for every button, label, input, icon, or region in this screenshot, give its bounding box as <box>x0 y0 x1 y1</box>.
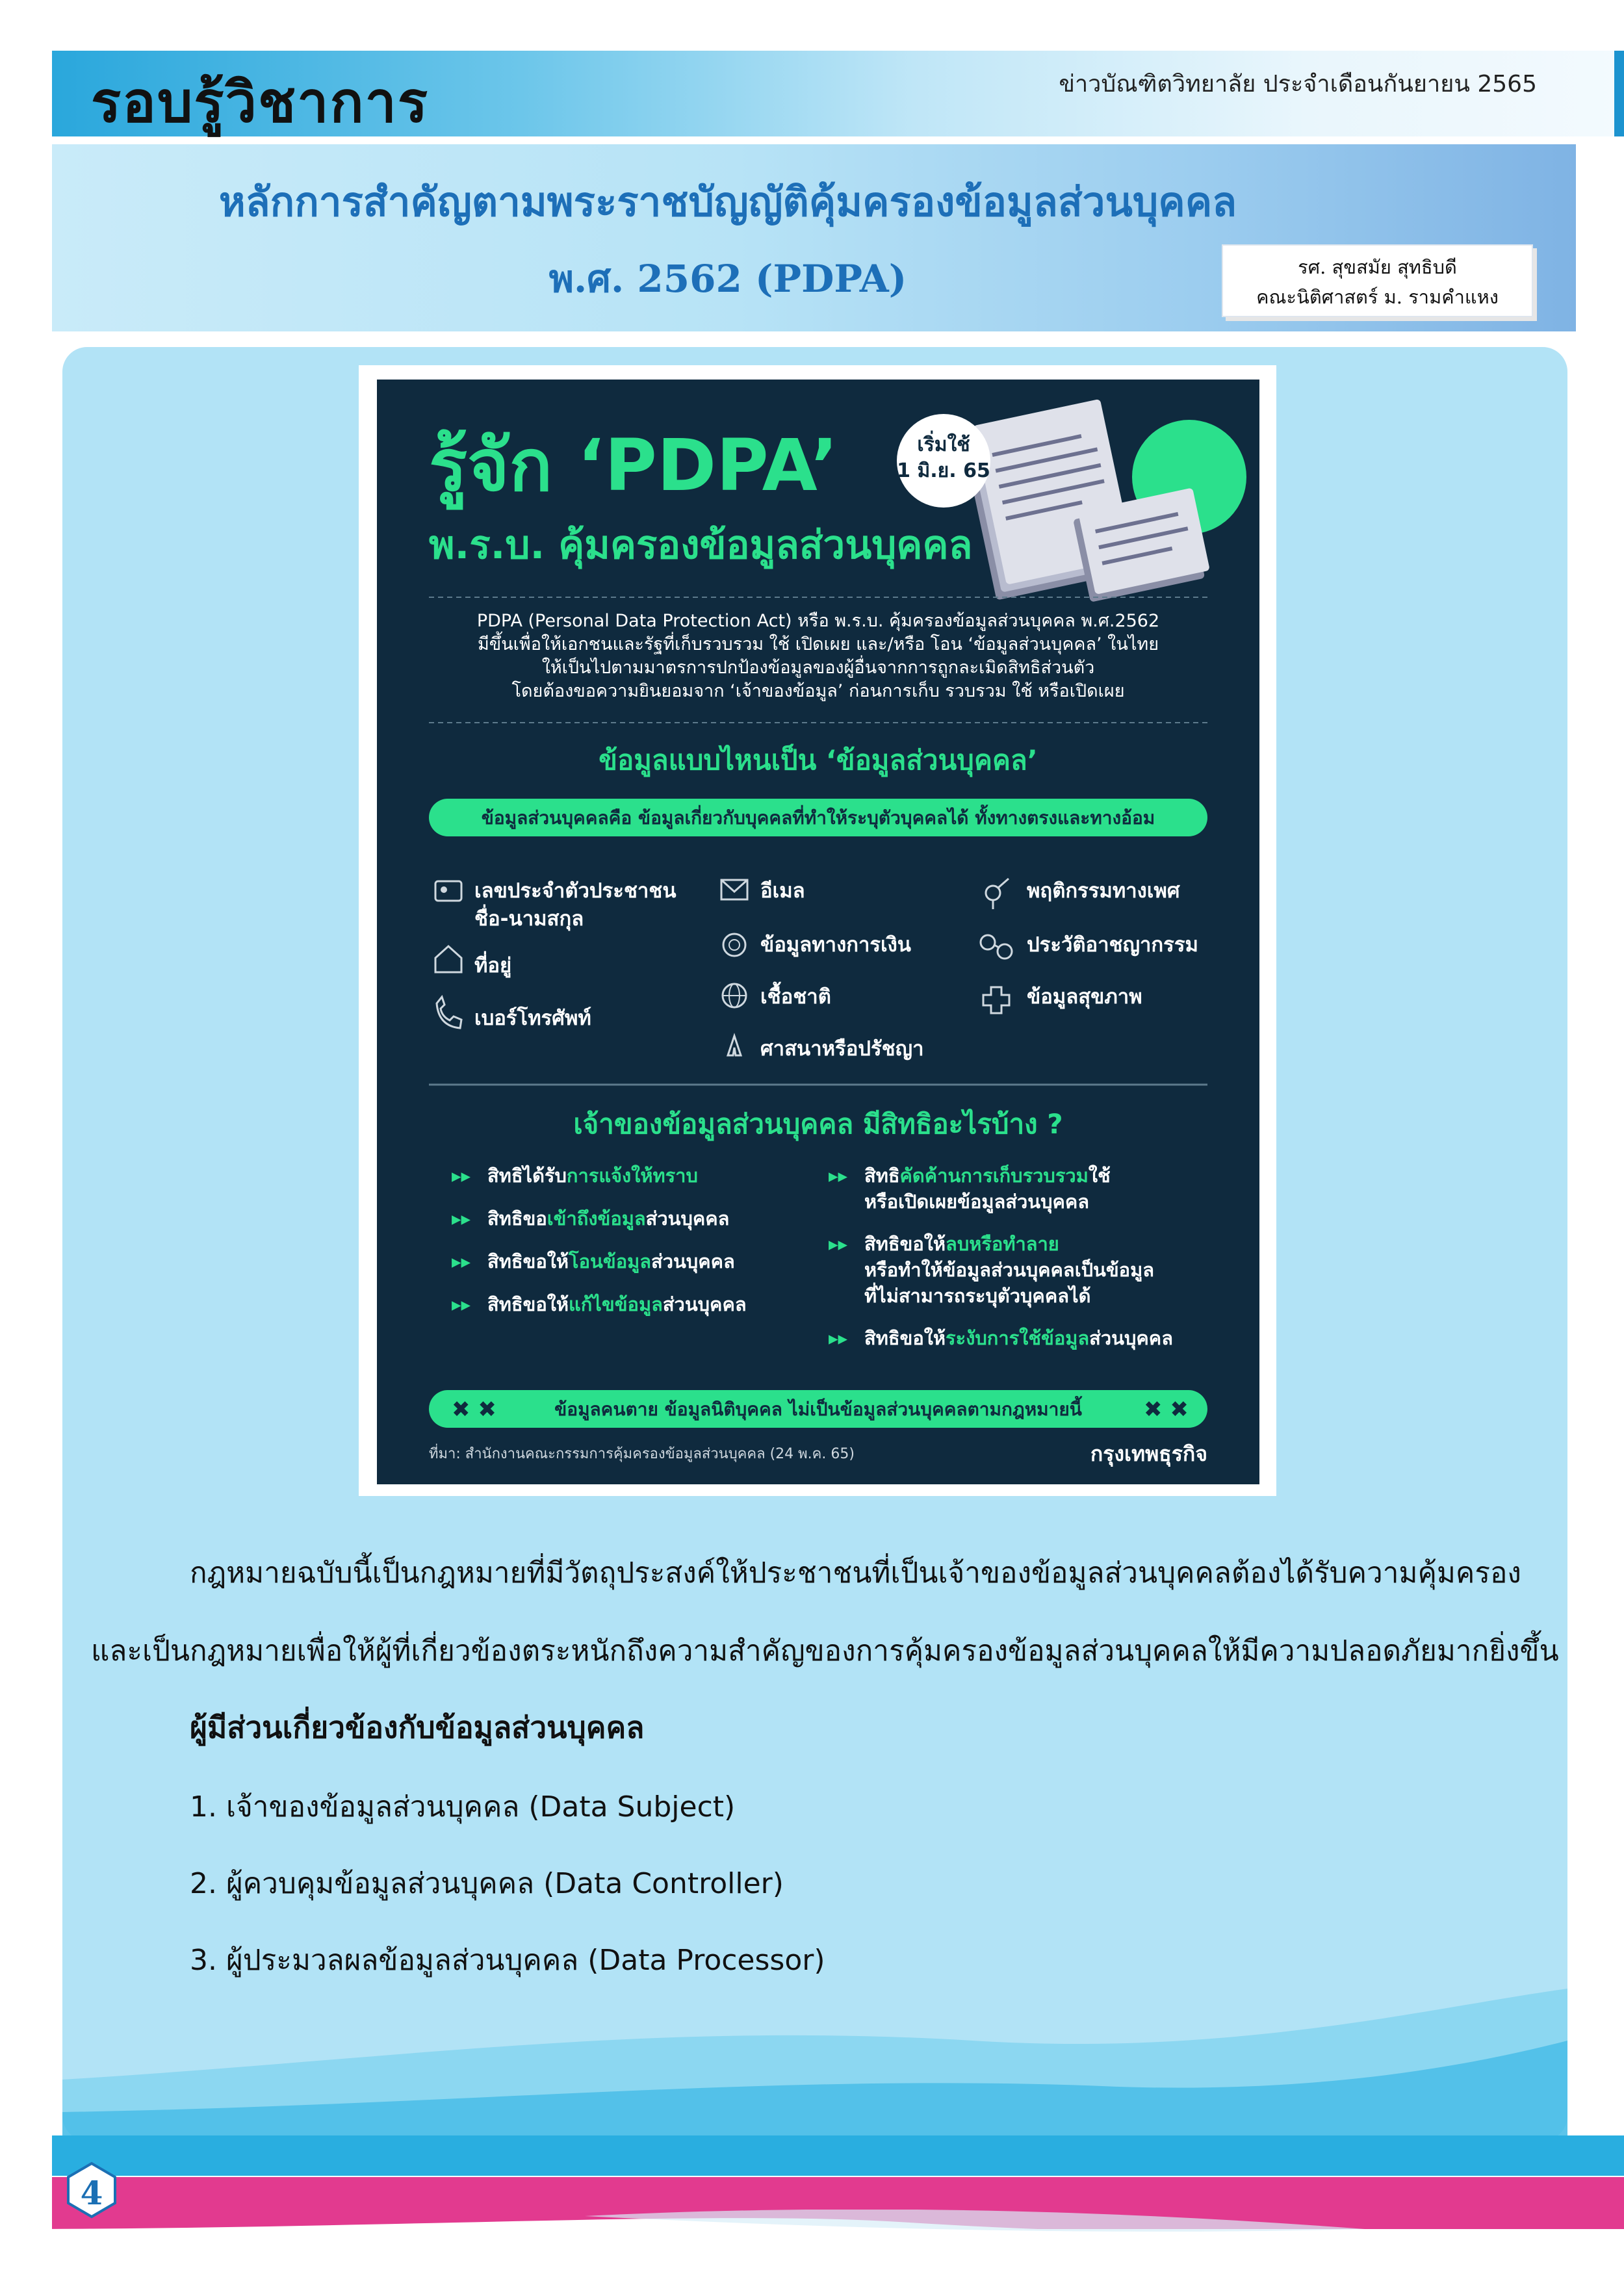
start-badge-label: เริ่มใช้ <box>917 433 970 456</box>
right-erasure: สิทธิขอให้ลบหรือทำลาย <box>864 1233 1059 1255</box>
infographic-subheadline: พ.ร.บ. คุ้มครองข้อมูลส่วนบุคคล <box>429 522 973 568</box>
stakeholder-item: 1. เจ้าของข้อมูลส่วนบุคคล (Data Subject) <box>190 1790 736 1824</box>
header-accent-bar <box>1614 51 1624 136</box>
footer-band <box>52 2135 1624 2176</box>
page-number: 4 <box>80 2174 103 2212</box>
bullet-icon: ▸▸ <box>452 1207 471 1230</box>
data-type-address: ที่อยู่ <box>474 954 512 977</box>
data-type-phone: เบอร์โทรศัพท์ <box>474 1007 591 1030</box>
documents-illustration-icon <box>960 399 1246 602</box>
right-informed: สิทธิได้รับการแจ้งให้ทราบ <box>487 1165 698 1187</box>
publisher-logo: กรุงเทพธุรกิจ <box>1090 1441 1207 1466</box>
section-logo: รอบรู้วิชาการ <box>91 70 430 135</box>
right-object-cont: หรือเปิดเผยข้อมูลส่วนบุคคล <box>864 1191 1090 1213</box>
right-erasure-cont1: หรือทำให้ข้อมูลส่วนบุคคลเป็นข้อมูล <box>864 1259 1154 1281</box>
data-type-name: ชื่อ-นามสกุล <box>474 907 584 931</box>
data-type-ethnicity: เชื้อชาติ <box>760 985 831 1009</box>
intro-line-2: มีขึ้นเพื่อให้เอกชนและรัฐที่เก็บรวบรวม ใช้ เปิดเผย และ/หรือ โอน ‘ข้อมูลส่วนบุคคล’ ในไทย <box>477 634 1159 654</box>
intro-line-1: PDPA (Personal Data Protection Act) หรือ พ.ร.บ. คุ้มครองข้อมูลส่วนบุคคล พ.ศ.2562 <box>476 611 1160 631</box>
author-name: รศ. สุขสมัย สุทธิบดี <box>1298 256 1457 278</box>
exclusion-text: ข้อมูลคนตาย ข้อมูลนิติบุคคล ไม่เป็นข้อมูลส่วนบุคคลตามกฎหมายนี้ <box>554 1399 1082 1420</box>
intro-line-4: โดยต้องขอความยินยอมจาก ‘เจ้าของข้อมูล’ ก่อนการเก็บ รวบรวม ใช้ หรือเปิดเผย <box>511 681 1125 701</box>
intro-line-3: ให้เป็นไปตามมาตรการปกป้องข้อมูลของผู้อื่นจากการถูกละเมิดสิทธิส่วนตัว <box>541 658 1095 678</box>
data-type-email: อีเมล <box>760 879 805 903</box>
bullet-icon: ▸▸ <box>452 1293 471 1315</box>
stakeholder-item: 2. ผู้ควบคุมข้อมูลส่วนบุคคล (Data Controller) <box>190 1867 784 1900</box>
right-erasure-cont2: ที่ไม่สามารถระบุตัวบุคคลได้ <box>864 1285 1091 1307</box>
cross-icon: ✖ ✖ <box>452 1397 496 1423</box>
bullet-icon: ▸▸ <box>829 1327 848 1349</box>
decorative-wave <box>62 1982 1567 2141</box>
data-type-id-number: เลขประจำตัวประชาชน <box>474 879 677 903</box>
definition-text: ข้อมูลส่วนบุคคลคือ ข้อมูลเกี่ยวกับบุคคลที่ทำให้ระบุตัวบุคคลได้ ทั้งทางตรงและทางอ้อม <box>481 807 1155 829</box>
source-note: ที่มา: สำนักงานคณะกรรมการคุ้มครองข้อมูลส่วนบุคคล (24 พ.ค. 65) <box>429 1446 855 1462</box>
data-type-criminal-record: ประวัติอาชญากรรม <box>1027 933 1198 957</box>
right-restriction: สิทธิขอให้ระงับการใช้ข้อมูลส่วนบุคคล <box>864 1327 1173 1349</box>
start-badge-date: 1 มิ.ย. 65 <box>897 459 990 482</box>
stakeholder-item: 3. ผู้ประมวลผลข้อมูลส่วนบุคคล (Data Processor) <box>190 1944 825 1977</box>
right-object: สิทธิคัดค้านการเก็บรวบรวมใช้ <box>864 1165 1111 1187</box>
bullet-icon: ▸▸ <box>452 1250 471 1272</box>
stakeholders-heading: ผู้มีส่วนเกี่ยวข้องกับข้อมูลส่วนบุคคล <box>190 1710 645 1745</box>
article-title-year: พ.ศ. 2562 (PDPA) <box>548 257 907 301</box>
section-personal-data-title: ข้อมูลแบบไหนเป็น ‘ข้อมูลส่วนบุคคล’ <box>599 744 1038 776</box>
body-paragraph-line-2: และเป็นกฎหมายเพื่อให้ผู้ที่เกี่ยวข้องตระหนักถึงความสำคัญของการคุ้มครองข้อมูลส่วนบุคคลให้มีความปลอดภัยมากยิ่งขึ้น <box>91 1634 1559 1668</box>
author-affiliation: คณะนิติศาสตร์ ม. รามคำแหง <box>1256 286 1499 308</box>
cross-icon: ✖ ✖ <box>1144 1397 1189 1423</box>
author-box <box>1222 244 1533 317</box>
article-title: หลักการสำคัญตามพระราชบัญญัติคุ้มครองข้อมูลส่วนบุคคล <box>218 178 1237 226</box>
data-type-religion: ศาสนาหรือปรัชญา <box>760 1037 924 1061</box>
right-portability: สิทธิขอให้โอนข้อมูลส่วนบุคคล <box>487 1250 735 1272</box>
infographic-headline: รู้จัก ‘PDPA’ <box>429 424 838 507</box>
newsletter-caption: ข่าวบัณฑิตวิทยาลัย ประจำเดือนกันยายน 2565 <box>1059 71 1537 97</box>
bullet-icon: ▸▸ <box>452 1165 471 1187</box>
section-rights-title: เจ้าของข้อมูลส่วนบุคคล มีสิทธิอะไรบ้าง ? <box>573 1108 1063 1140</box>
footer-curve <box>0 2210 1624 2283</box>
data-type-health: ข้อมูลสุขภาพ <box>1027 985 1142 1009</box>
right-rectification: สิทธิขอให้แก้ไขข้อมูลส่วนบุคคล <box>487 1293 747 1315</box>
right-access: สิทธิขอเข้าถึงข้อมูลส่วนบุคคล <box>487 1207 730 1230</box>
data-type-sexual-behavior: พฤติกรรมทางเพศ <box>1027 879 1180 903</box>
data-type-finance: ข้อมูลทางการเงิน <box>760 933 911 957</box>
pdpa-infographic <box>377 380 1259 1484</box>
body-paragraph-line-1: กฎหมายฉบับนี้เป็นกฎหมายที่มีวัตถุประสงค์ให้ประชาชนที่เป็นเจ้าของข้อมูลส่วนบุคคลต้องได้รับความคุ้มครอง <box>190 1556 1521 1590</box>
bullet-icon: ▸▸ <box>829 1165 848 1187</box>
bullet-icon: ▸▸ <box>829 1233 848 1255</box>
